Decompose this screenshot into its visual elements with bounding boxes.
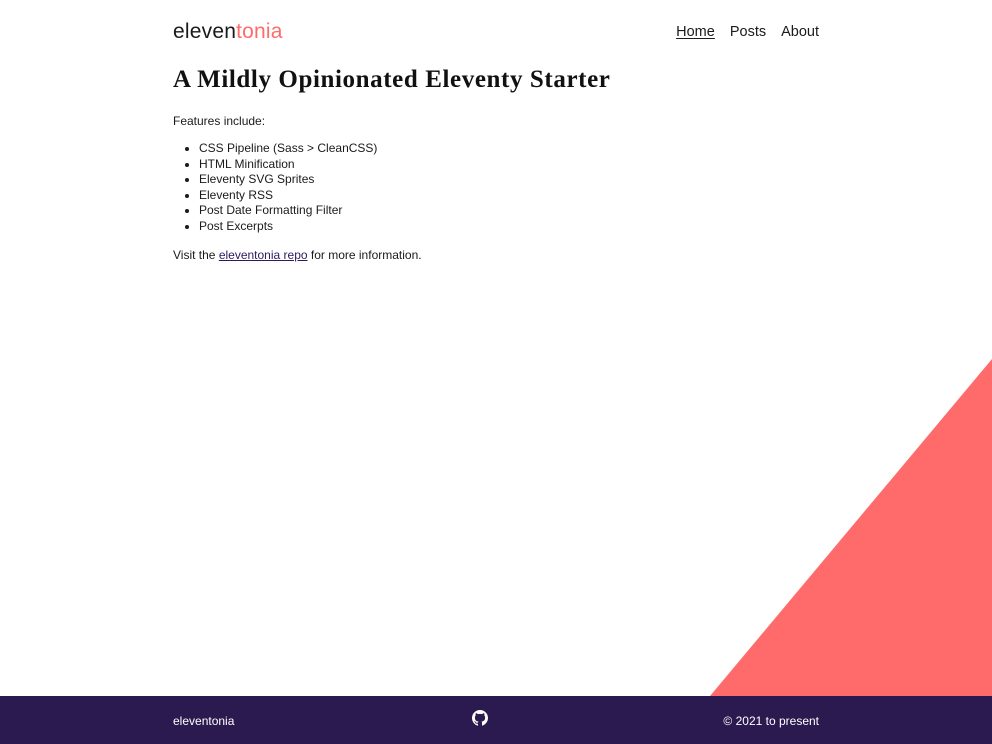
visit-text: [173, 247, 793, 263]
github-icon-svg: [472, 710, 488, 726]
visit-suffix: for more information.: [307, 248, 422, 262]
list-item: • Post Date Formatting Filter: [199, 203, 793, 219]
footer-copyright: © 2021 to present: [723, 714, 819, 728]
footer-site-name: eleventonia: [173, 714, 235, 728]
visit-prefix: Visit the: [173, 248, 219, 262]
intro-text: Features include:: [173, 114, 266, 128]
list-item: • Eleventy SVG Sprites: [199, 172, 793, 188]
site-footer: [0, 696, 992, 744]
repo-link[interactable]: eleventonia repo: [218, 248, 308, 262]
nav-about[interactable]: About: [781, 24, 819, 40]
list-item: • CSS Pipeline (Sass > CleanCSS): [199, 141, 793, 157]
site-logo[interactable]: [173, 18, 283, 46]
nav-posts[interactable]: Posts: [729, 24, 767, 40]
page-title: A Mildly Opinionated Eleventy Starter: [173, 66, 611, 93]
main-nav: [676, 23, 819, 41]
logo-accent: tonia: [236, 20, 283, 43]
main-content: [173, 62, 793, 263]
site-header: [173, 18, 819, 48]
triangle-shape: [710, 359, 992, 696]
features-list: [173, 141, 793, 234]
github-icon[interactable]: [472, 710, 488, 726]
list-item: • HTML Minification: [199, 157, 793, 173]
nav-home[interactable]: Home: [676, 24, 715, 40]
list-item: • Eleventy RSS: [199, 188, 793, 204]
logo-prefix: eleven: [173, 20, 237, 43]
list-item: • Post Excerpts: [199, 219, 793, 235]
